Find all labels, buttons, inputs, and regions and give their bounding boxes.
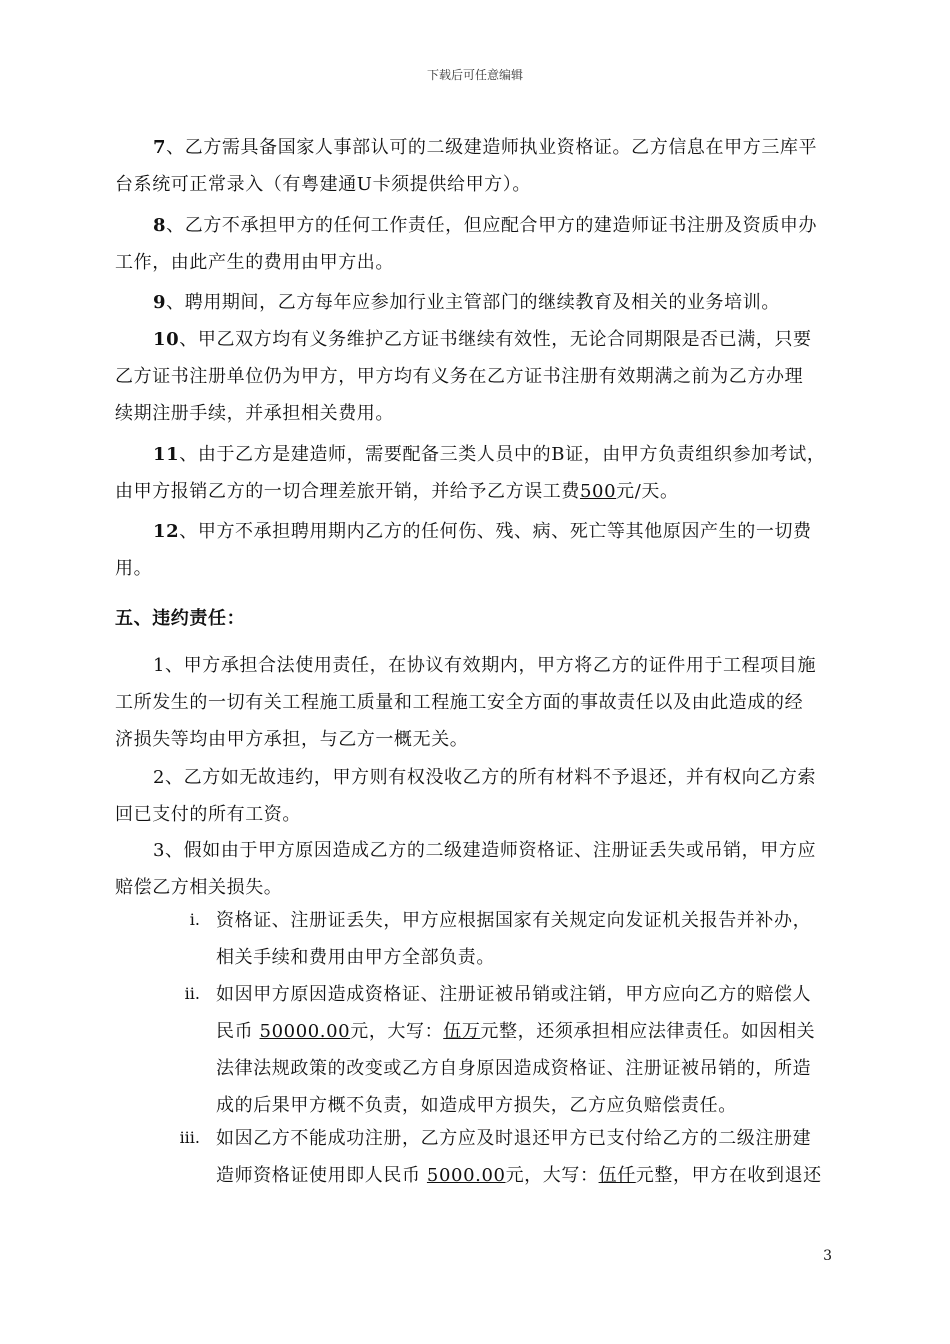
clause-text: 1、甲方承担合法使用责任，在协议有效期内，甲方将乙方的证件用于工程项目施 bbox=[153, 655, 817, 676]
list-marker: ii. bbox=[184, 984, 200, 1003]
amount-in-words: 伍仟 bbox=[598, 1165, 636, 1186]
clause-number: 11 bbox=[153, 444, 180, 465]
sub-clause-iii bbox=[216, 1120, 836, 1194]
clause-number: 9 bbox=[153, 292, 167, 313]
clause-text: 元/天。 bbox=[616, 481, 679, 502]
clause-text: 工作，由此产生的费用由甲方出。 bbox=[115, 252, 394, 273]
amount-in-words: 伍万 bbox=[443, 1021, 481, 1042]
clause-text: 乙方证书注册单位仍为甲方，甲方均有义务在乙方证书注册有效期满之前为乙方办理 bbox=[115, 366, 804, 387]
clause-text: 元整，甲方在收到退还 bbox=[635, 1165, 822, 1186]
clause-text: 资格证、注册证丢失，甲方应根据国家有关规定向发证机关报告并补办， bbox=[216, 910, 812, 931]
amount-value: 500 bbox=[580, 481, 617, 502]
clause-text: 元，大写： bbox=[350, 1021, 444, 1042]
clause-number: 7 bbox=[153, 137, 167, 158]
clause-text: 回已支付的所有工资。 bbox=[115, 804, 301, 825]
clause-text: 民币 bbox=[216, 1021, 260, 1042]
breach-clause-1 bbox=[115, 647, 835, 758]
amount-value: 50000.00 bbox=[259, 1021, 351, 1042]
clause-text: 2、乙方如无故违约，甲方则有权没收乙方的所有材料不予退还，并有权向乙方索 bbox=[153, 767, 817, 788]
clause-10 bbox=[115, 321, 835, 432]
clause-text: 如因乙方不能成功注册，乙方应及时退还甲方已支付给乙方的二级注册建 bbox=[216, 1128, 812, 1149]
clause-7 bbox=[115, 129, 835, 203]
clause-text: 、甲方不承担聘用期内乙方的任何伤、残、病、死亡等其他原因产生的一切费 bbox=[179, 521, 812, 542]
clause-text: 济损失等均由甲方承担，与乙方一概无关。 bbox=[115, 729, 469, 750]
clause-11 bbox=[115, 436, 835, 510]
breach-clause-3 bbox=[115, 832, 835, 906]
clause-text: 相关手续和费用由甲方全部负责。 bbox=[216, 947, 495, 968]
clause-text: 、聘用期间，乙方每年应参加行业主管部门的继续教育及相关的业务培训。 bbox=[166, 292, 780, 313]
page-header: 下载后可任意编辑 bbox=[426, 68, 523, 82]
clause-8 bbox=[115, 207, 835, 281]
clause-text: 元整，还须承担相应法律责任。如因相关 bbox=[480, 1021, 816, 1042]
list-marker: iii. bbox=[179, 1128, 200, 1147]
clause-text: 、甲乙双方均有义务维护乙方证书继续有效性，无论合同期限是否已满，只要 bbox=[179, 329, 812, 350]
clause-number: 10 bbox=[153, 329, 180, 350]
clause-text: 3、假如由于甲方原因造成乙方的二级建造师资格证、注册证丢失或吊销，甲方应 bbox=[153, 840, 817, 861]
clause-12 bbox=[115, 513, 835, 587]
clause-text: 如因甲方原因造成资格证、注册证被吊销或注销，甲方应向乙方的赔偿人 bbox=[216, 984, 812, 1005]
clause-text: 、乙方不承担甲方的任何工作责任，但应配合甲方的建造师证书注册及资质申办 bbox=[166, 215, 818, 236]
clause-text: 由甲方报销乙方的一切合理差旅开销，并给予乙方误工费 bbox=[115, 481, 580, 502]
list-marker: i. bbox=[189, 910, 200, 929]
clause-text: 用。 bbox=[115, 558, 153, 579]
clause-text: 、乙方需具备国家人事部认可的二级建造师执业资格证。乙方信息在甲方三库平 bbox=[166, 137, 818, 158]
clause-number: 12 bbox=[153, 521, 180, 542]
page-number: 3 bbox=[823, 1248, 832, 1264]
amount-value: 5000.00 bbox=[426, 1165, 506, 1186]
clause-text: 、由于乙方是建造师，需要配备三类人员中的B证，由甲方负责组织参加考试， bbox=[179, 444, 826, 465]
clause-9 bbox=[115, 284, 835, 321]
clause-text: 法律法规政策的改变或乙方自身原因造成资格证、注册证被吊销的，所造 bbox=[216, 1058, 812, 1079]
clause-text: 赔偿乙方相关损失。 bbox=[115, 877, 283, 898]
clause-text: 造师资格证使用即人民币 bbox=[216, 1165, 427, 1186]
section-heading: 五、违约责任： bbox=[115, 608, 246, 629]
clause-text: 元，大写： bbox=[505, 1165, 599, 1186]
clause-text: 成的后果甲方概不负责，如造成甲方损失，乙方应负赔偿责任。 bbox=[216, 1095, 737, 1116]
sub-clause-i bbox=[216, 902, 836, 976]
clause-text: 工所发生的一切有关工程施工质量和工程施工安全方面的事故责任以及由此造成的经 bbox=[115, 692, 804, 713]
clause-text: 续期注册手续，并承担相关费用。 bbox=[115, 403, 394, 424]
breach-clause-2 bbox=[115, 759, 835, 833]
clause-number: 8 bbox=[153, 215, 167, 236]
clause-text: 台系统可正常录入（有粤建通U卡须提供给甲方）。 bbox=[115, 174, 531, 195]
sub-clause-ii bbox=[216, 976, 836, 1124]
